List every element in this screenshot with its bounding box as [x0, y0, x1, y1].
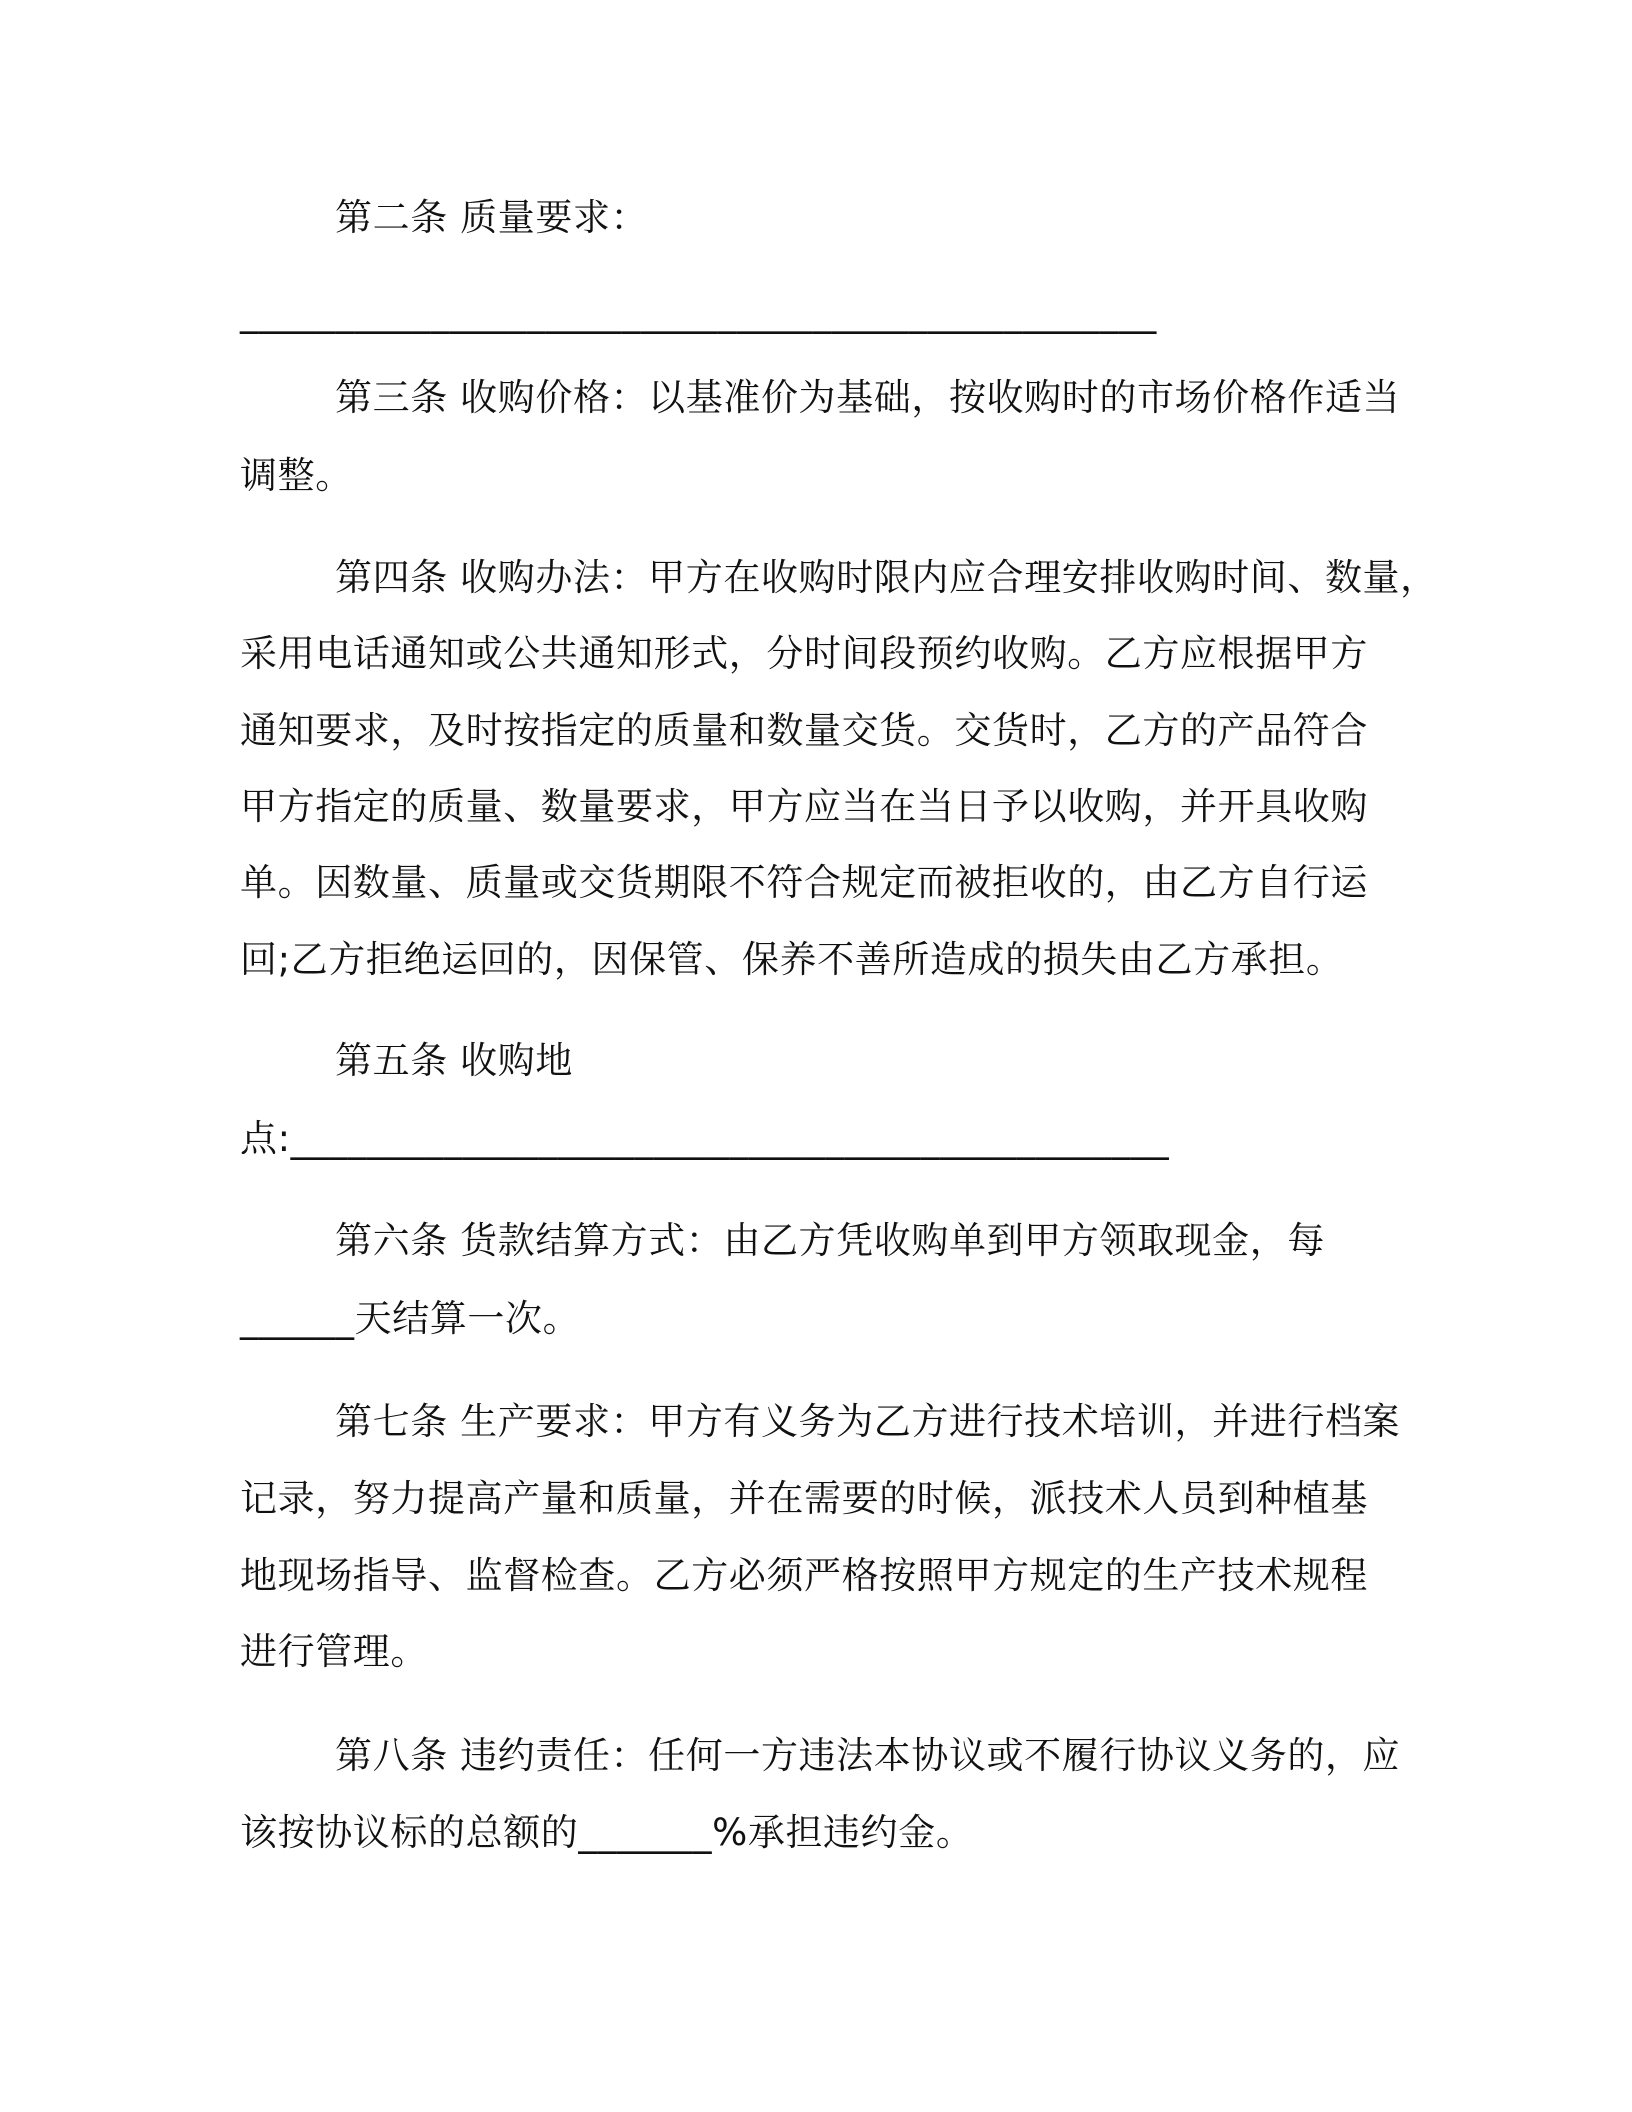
article-8-line-1: 第八条 违约责任：任何一方违法本协议或不履行协议义务的，应 — [335, 1734, 1401, 1777]
article-6-line-2: ______天结算一次。 — [240, 1297, 581, 1340]
article-4-line-4: 甲方指定的质量、数量要求，甲方应当在当日予以收购，并开具收购 — [240, 785, 1368, 828]
article-8-line-2: 该按协议标的总额的_______%承担违约金。 — [240, 1811, 974, 1854]
article-4-line-6: 回;乙方拒绝运回的，因保管、保养不善所造成的损失由乙方承担。 — [240, 938, 1344, 981]
article-6-line-1: 第六条 货款结算方式：由乙方凭收购单到甲方领取现金，每 — [335, 1219, 1325, 1262]
article-4-line-5: 单。因数量、质量或交货期限不符合规定而被拒收的，由乙方自行运 — [240, 861, 1368, 904]
article-4-line-1: 第四条 收购办法：甲方在收购时限内应合理安排收购时间、数量， — [335, 556, 1438, 599]
article-4-line-2: 采用电话通知或公共通知形式，分时间段预约收购。乙方应根据甲方 — [240, 632, 1368, 675]
article-2-title: 第二条 质量要求： — [335, 196, 649, 239]
article-4-line-3: 通知要求，及时按指定的质量和数量交货。交货时，乙方的产品符合 — [240, 709, 1368, 752]
article-3-line-2: 调整。 — [240, 454, 353, 497]
article-7-line-4: 进行管理。 — [240, 1630, 428, 1673]
article-7-line-1: 第七条 生产要求：甲方有义务为乙方进行技术培训，并进行档案 — [335, 1400, 1401, 1443]
article-5-line-1: 第五条 收购地 — [335, 1039, 573, 1082]
article-7-line-2: 记录，努力提高产量和质量，并在需要的时候，派技术人员到种植基 — [240, 1477, 1368, 1520]
article-5-line-2: 点:______________________________________________ — [240, 1117, 1170, 1160]
article-3-line-1: 第三条 收购价格：以基准价为基础，按收购时的市场价格作适当 — [335, 376, 1401, 419]
article-7-line-3: 地现场指导、监督检查。乙方必须严格按照甲方规定的生产技术规程 — [240, 1554, 1368, 1597]
article-2-blank-line: ________________________________________________ — [240, 291, 1157, 334]
